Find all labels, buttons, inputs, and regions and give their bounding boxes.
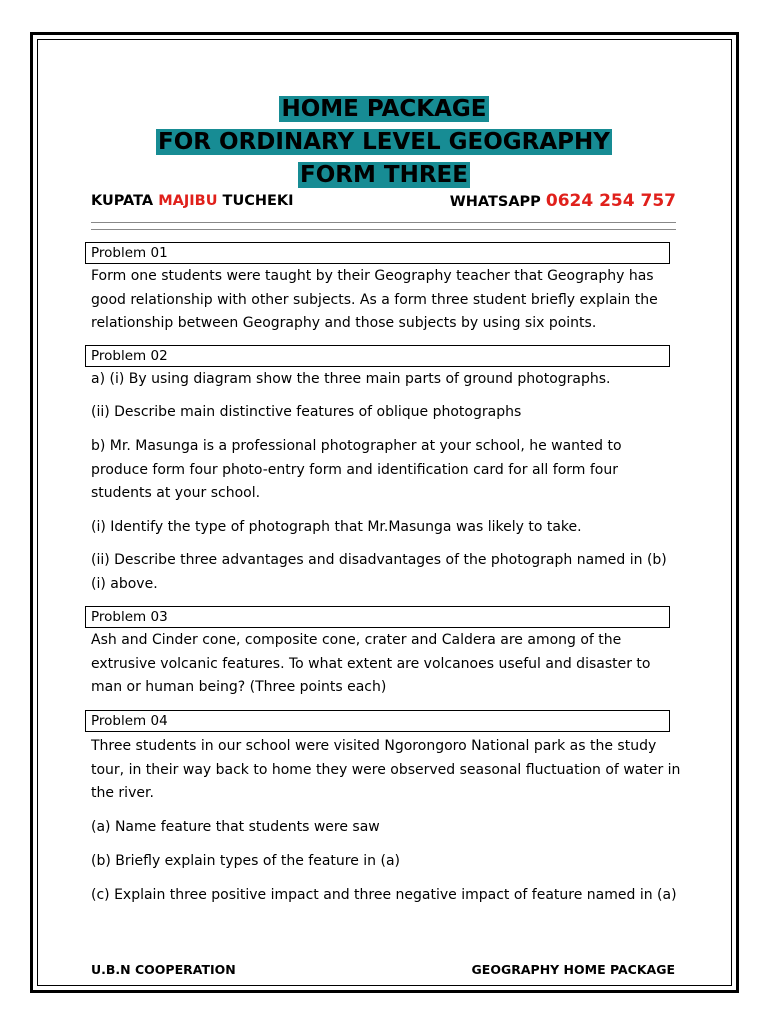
footer-right: GEOGRAPHY HOME PACKAGE bbox=[471, 962, 675, 977]
problem-02-part-a-ii: (ii) Describe main distinctive features of oblique photographs bbox=[91, 404, 522, 420]
header-divider-bottom bbox=[91, 229, 676, 230]
problem-01-text: Form one students were taught by their Geography teacher that Geography has good relationship with other subjects. As a form three student briefly explain the relationship between Geography and those subjects by using six points. bbox=[91, 268, 658, 331]
title-line-3: FORM THREE bbox=[300, 162, 468, 188]
problem-02-part-b-i: (i) Identify the type of photograph that Mr.Masunga was likely to take. bbox=[91, 519, 582, 535]
problem-01-label: Problem 01 bbox=[85, 242, 670, 264]
problem-04-text: Three students in our school were visited Ngorongoro National park as the study tour, in their way back to home they were observed seasonal fluctuation of water in the river. bbox=[91, 738, 681, 801]
whatsapp-label: WHATSAPP bbox=[449, 194, 541, 210]
footer-left: U.B.N COOPERATION bbox=[91, 962, 236, 977]
problem-02-label: Problem 02 bbox=[85, 345, 670, 367]
problem-04-label: Problem 04 bbox=[85, 710, 670, 732]
header-kupata: KUPATA bbox=[91, 193, 154, 209]
header-row bbox=[91, 191, 676, 213]
whatsapp-contact bbox=[450, 191, 676, 211]
problem-04-part-b: (b) Briefly explain types of the feature in (a) bbox=[91, 853, 400, 869]
title-line-1: HOME PACKAGE bbox=[281, 96, 487, 122]
title-line-2: FOR ORDINARY LEVEL GEOGRAPHY bbox=[158, 129, 610, 155]
problem-03-text: Ash and Cinder cone, composite cone, crater and Caldera are among of the extrusive volcanic features. To what extent are volcanoes useful and disaster to man or human being? (Three points each) bbox=[91, 632, 651, 695]
problem-02-part-b: b) Mr. Masunga is a professional photographer at your school, he wanted to produce form four photo-entry form and identification card for all form four students at your school. bbox=[91, 438, 622, 501]
problem-03-label: Problem 03 bbox=[85, 606, 670, 628]
header-divider-top bbox=[91, 222, 676, 223]
problem-02-part-b-ii: (ii) Describe three advantages and disadvantages of the photograph named in (b) (i) above. bbox=[91, 552, 667, 592]
problem-04-part-a: (a) Name feature that students were saw bbox=[91, 819, 380, 835]
header-tucheki: TUCHEKI bbox=[222, 193, 294, 209]
kupata-majibu-tucheki bbox=[91, 193, 294, 209]
header-majibu: MAJIBU bbox=[158, 193, 218, 209]
whatsapp-phone: 0624 254 757 bbox=[545, 191, 676, 211]
problem-02-part-a-i: a) (i) By using diagram show the three main parts of ground photographs. bbox=[91, 371, 611, 387]
problem-04-part-c: (c) Explain three positive impact and three negative impact of feature named in (a) bbox=[91, 887, 677, 903]
document-title bbox=[0, 93, 768, 192]
